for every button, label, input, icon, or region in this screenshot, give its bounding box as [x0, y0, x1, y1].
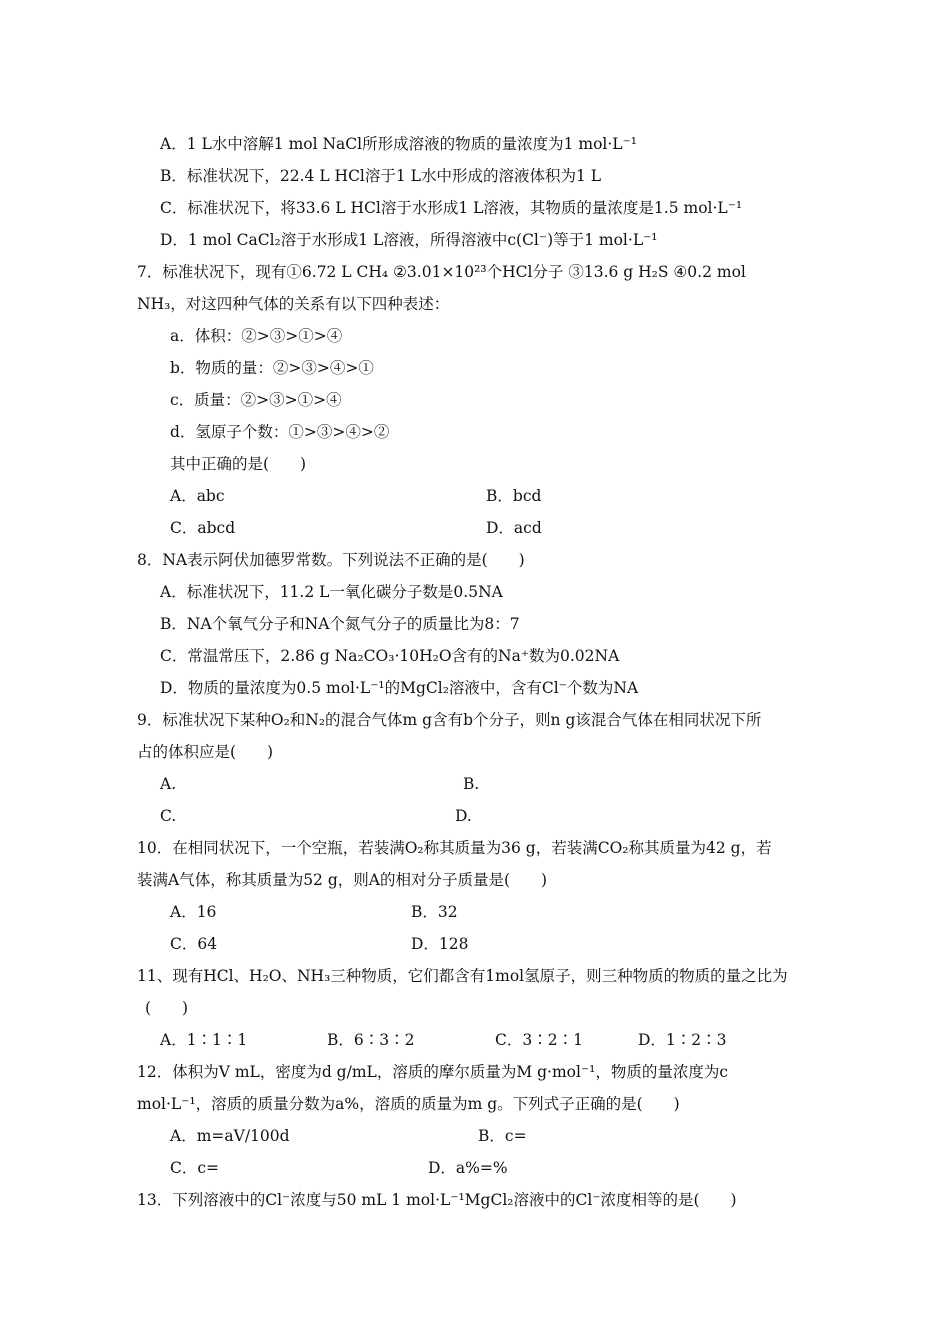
q7-stem-line1: 7．标准状况下，现有①6.72 L CH₄ ②3.01×10²³个HCl分子 ③13.6 g H₂S ④0.2 mol [137, 263, 746, 281]
q11-stem-line1: 11、现有HCl、H₂O、NH₃三种物质，它们都含有1mol氢原子，则三种物质的物质的量之比为 [137, 967, 788, 985]
q12-option-b: B．c= [478, 1127, 527, 1145]
q11-option-c: C．3∶2∶1 [495, 1031, 583, 1049]
q9-option-b: B. [463, 775, 480, 793]
q7-statement-b: b．物质的量：②>③>④>① [170, 359, 374, 377]
q11-option-b: B．6∶3∶2 [327, 1031, 415, 1049]
q6-option-a: A．1 L水中溶解1 mol NaCl所形成溶液的物质的量浓度为1 mol·L⁻¹ [160, 135, 637, 153]
q9-option-d: D. [455, 807, 472, 825]
q12-stem-line2: mol·L⁻¹，溶质的质量分数为a%，溶质的质量为m g。下列式子正确的是( ) [137, 1095, 680, 1113]
q7-option-c: C．abcd [170, 519, 236, 537]
q12-option-d: D．a%=% [428, 1159, 508, 1177]
q12-stem-line1: 12．体积为V mL，密度为d g/mL，溶质的摩尔质量为M g·mol⁻¹，物质的量浓度为c [137, 1063, 729, 1081]
q10-option-a: A．16 [170, 903, 217, 921]
q8-option-a: A．标准状况下，11.2 L一氧化碳分子数是0.5NA [160, 583, 503, 601]
q10-option-c: C．64 [170, 935, 218, 953]
q10-stem-line1: 10．在相同状况下，一个空瓶，若装满O₂称其质量为36 g，若装满CO₂称其质量为42 g，若 [137, 839, 772, 857]
q7-question: 其中正确的是( ) [170, 455, 307, 473]
q10-option-b: B．32 [411, 903, 458, 921]
q10-stem-line2: 装满A气体，称其质量为52 g，则A的相对分子质量是( ) [137, 871, 548, 889]
q10-option-d: D．128 [411, 935, 469, 953]
q9-option-a: A. [160, 775, 177, 793]
q12-option-a: A．m=aV/100d [170, 1127, 290, 1145]
q6-option-b: B．标准状况下，22.4 L HCl溶于1 L水中形成的溶液体积为1 L [160, 167, 602, 185]
q13-stem: 13．下列溶液中的Cl⁻浓度与50 mL 1 mol·L⁻¹MgCl₂溶液中的Cl⁻浓度相等的是( ) [137, 1191, 737, 1209]
q7-option-d: D．acd [486, 519, 542, 537]
q11-option-d: D．1∶2∶3 [638, 1031, 727, 1049]
q9-option-c: C. [160, 807, 177, 825]
q8-option-d: D．物质的量浓度为0.5 mol·L⁻¹的MgCl₂溶液中，含有Cl⁻个数为NA [160, 679, 639, 697]
q7-statement-a: a．体积：②>③>①>④ [170, 327, 343, 345]
q12-option-c: C．c= [170, 1159, 220, 1177]
q7-statement-c: c．质量：②>③>①>④ [170, 391, 342, 409]
q6-option-d: D．1 mol CaCl₂溶于水形成1 L溶液，所得溶液中c(Cl⁻)等于1 mol·L⁻¹ [160, 231, 658, 249]
q8-option-c: C．常温常压下，2.86 g Na₂CO₃·10H₂O含有的Na⁺数为0.02NA [160, 647, 620, 665]
q7-option-a: A．abc [170, 487, 225, 505]
q11-stem-line2: ( ) [145, 999, 189, 1017]
q8-stem: 8．NA表示阿伏加德罗常数。下列说法不正确的是( ) [137, 551, 525, 569]
q9-stem-line2: 占的体积应是( ) [137, 743, 274, 761]
q8-option-b: B．NA个氧气分子和NA个氮气分子的质量比为8：7 [160, 615, 520, 633]
q7-stem-line2: NH₃，对这四种气体的关系有以下四种表述： [137, 295, 450, 313]
q11-option-a: A．1∶1∶1 [160, 1031, 248, 1049]
q6-option-c: C．标准状况下，将33.6 L HCl溶于水形成1 L溶液，其物质的量浓度是1.5 mol·L⁻¹ [160, 199, 743, 217]
q9-stem-line1: 9．标准状况下某种O₂和N₂的混合气体m g含有b个分子，则n g该混合气体在相同状况下所 [137, 711, 762, 729]
q7-statement-d: d．氢原子个数：①>③>④>② [170, 423, 390, 441]
q7-option-b: B．bcd [486, 487, 542, 505]
